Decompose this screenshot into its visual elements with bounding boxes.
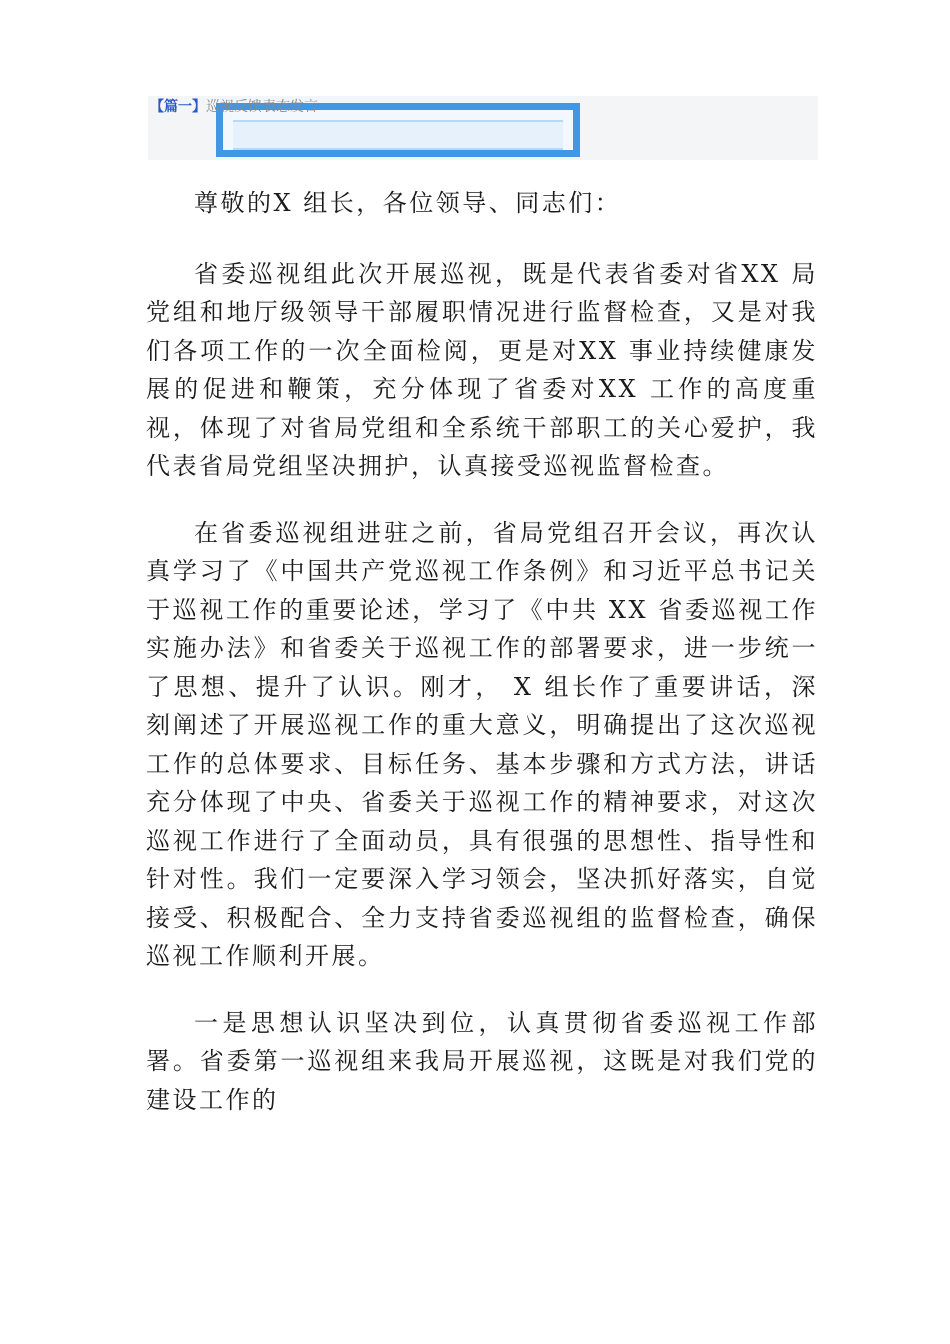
body-paragraph-1: 省委巡视组此次开展巡视，既是代表省委对省XX 局党组和地厅级领导干部履职情况进行监督检查，又是对我们各项工作的一次全面检阅，更是对XX 事业持续健康发展的促进和鞭策，充分体现了省委对XX 工作的高度重视，体现了对省局党组和全系统干部职工的关心爱护，我代表省局党组坚决拥护，认真接受巡视监督检查。 — [146, 259, 818, 480]
document-heading — [150, 98, 318, 116]
document-title: 巡视反馈表态发言 — [206, 99, 318, 115]
body-paragraph-3: 一是思想认识坚决到位，认真贯彻省委巡视工作部署。省委第一巡视组来我局开展巡视，这既是对我们党的建设工作的 — [146, 1008, 818, 1114]
body-paragraph-2: 在省委巡视组进驻之前，省局党组召开会议，再次认真学习了《中国共产党巡视工作条例》和习近平总书记关于巡视工作的重要论述，学习了《中共 XX 省委巡视工作实施办法》和省委关于巡视工作的部署要求，进一步统一 了思想、提升了认识。刚才， X 组长作了重要讲话，深刻阐述了开展巡视工作的重大意义，明确提出了这次巡视工作的总体要求、目标任务、基本步骤和方式方法，讲话充分体现了中央、省委关于巡视工作的精神要求，对这次巡视工作进行了全面动员，具有很强的思想性、指导性和针对性。我们一定要深入学习领会，坚决抓好落实，自觉接受、积极配合、全力支持省委巡视组的监督检查，确保巡视工作顺利开展。 — [146, 518, 818, 970]
document-body — [146, 184, 818, 1147]
salutation: 尊敬的X 组长，各位领导、同志们： — [194, 189, 622, 217]
banner-inner — [233, 120, 563, 150]
section-label: 【篇一】 — [150, 99, 206, 115]
